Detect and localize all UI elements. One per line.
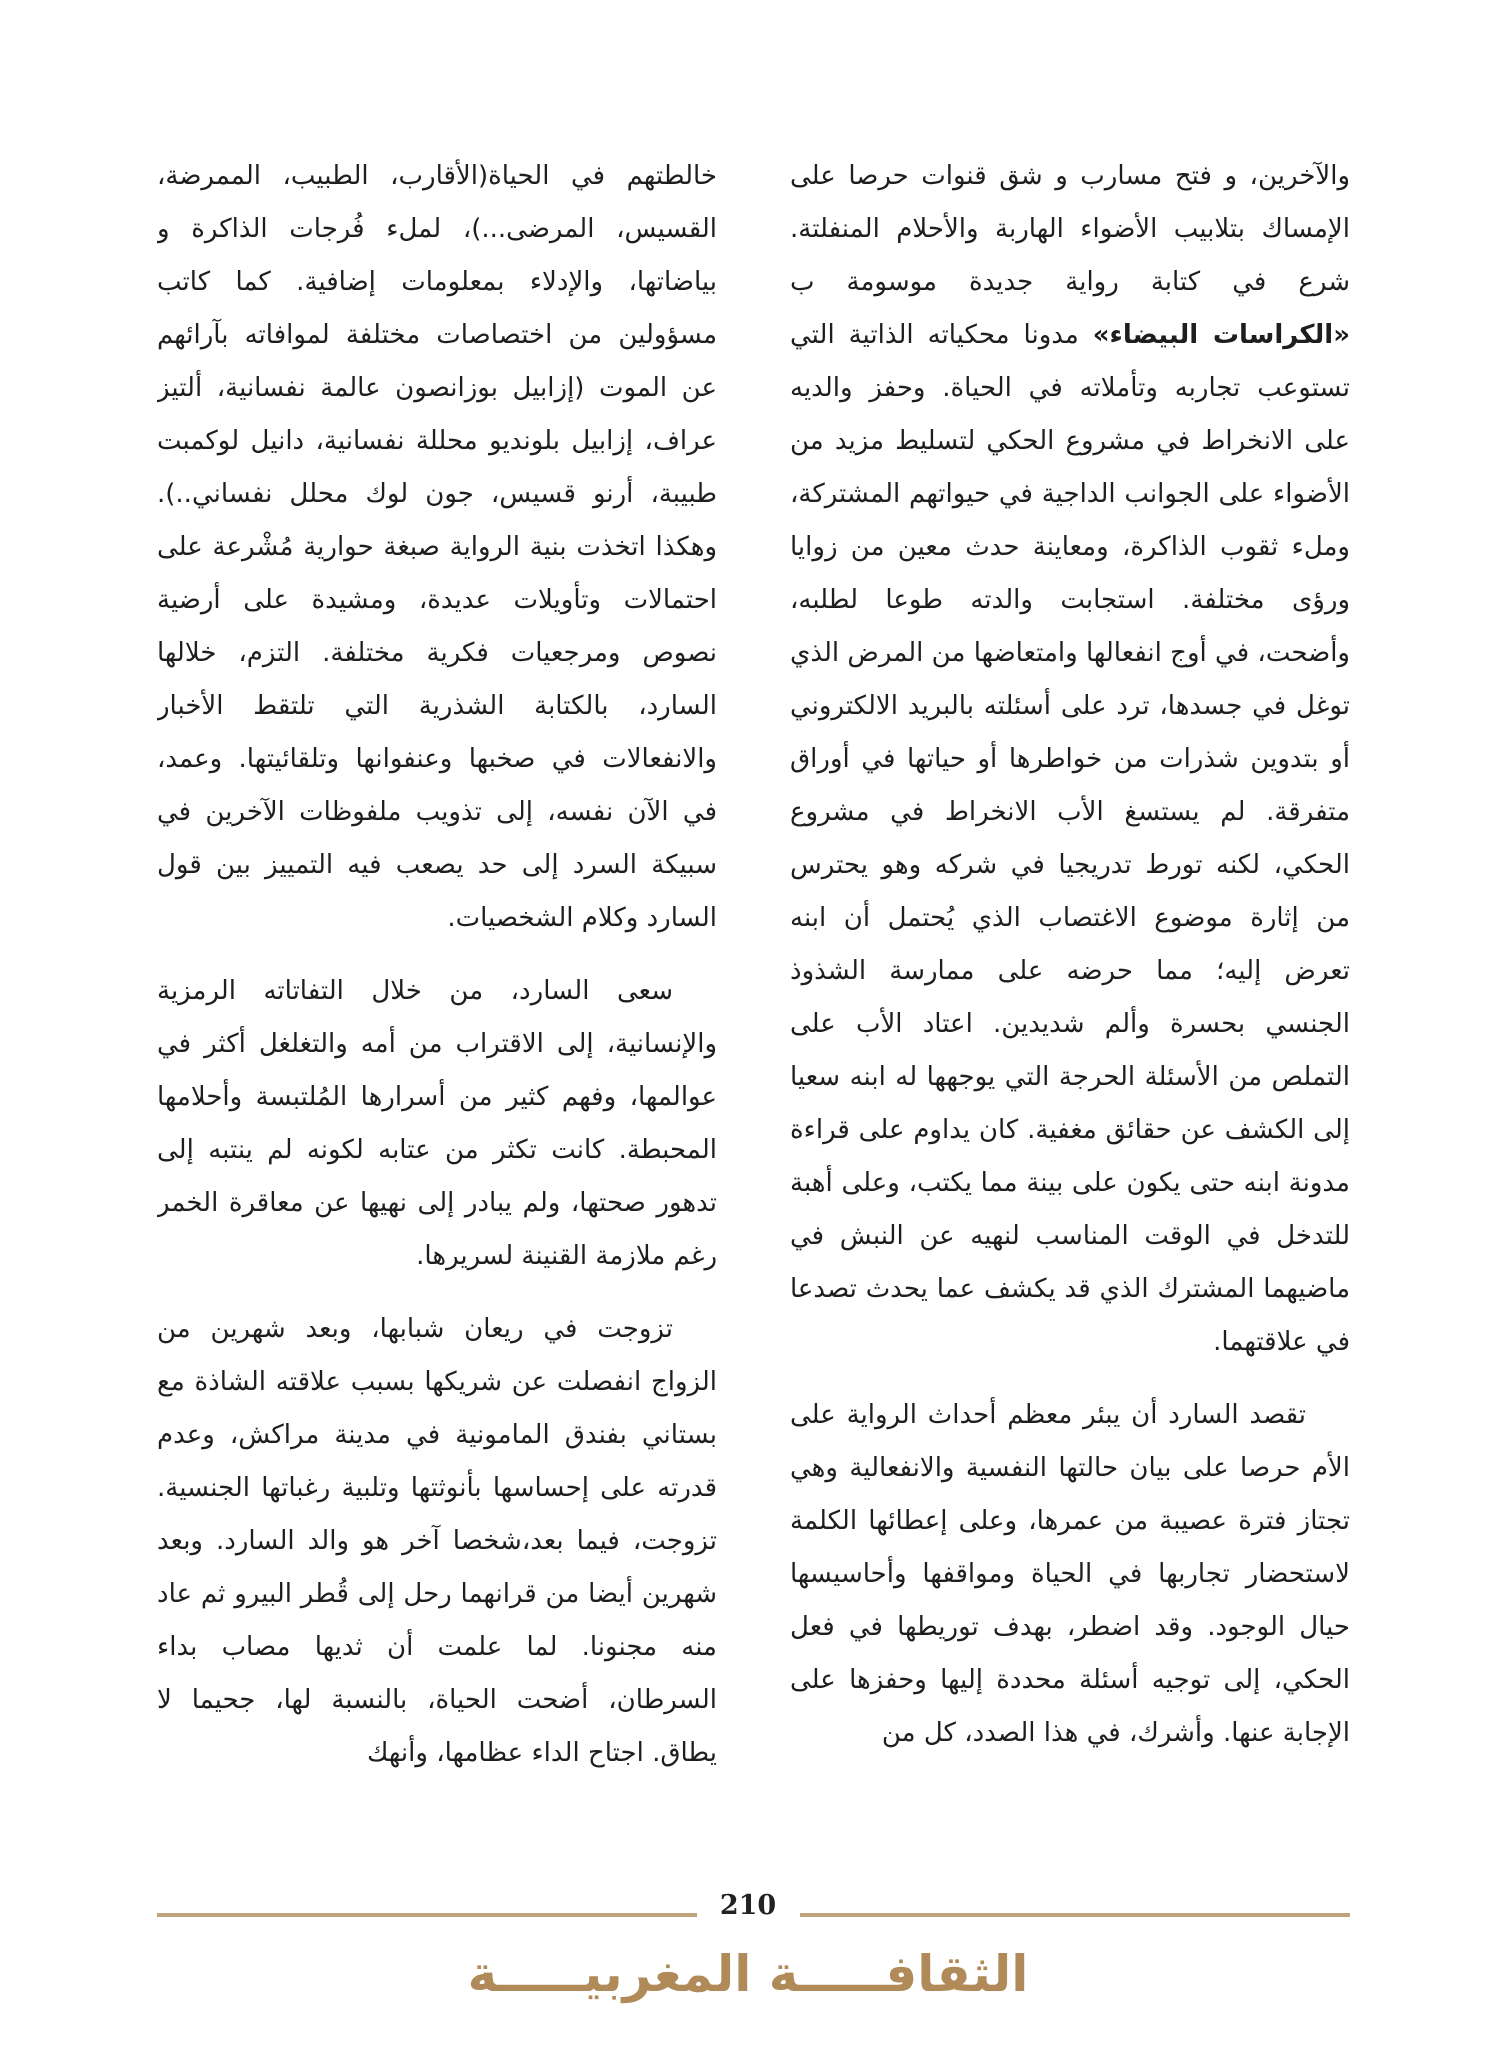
book-title: «الكراسات البيضاء» <box>1092 320 1350 350</box>
paragraph: تقصد السارد أن يبئر معظم أحداث الرواية على الأم حرصا على بيان حالتها النفسية والانفعالية وهي تجتاز فترة عصيبة من عمرها، وعلى إعطائها الكلمة لاستحضار تجاربها في الحياة ومواقفها وأحاسيسها حيال الوجود. وقد اضطر، بهدف توريطها في فعل الحكي، إلى توجيه أسئلة محددة إليها وحفزها على الإجابة عنها. وأشرك، في هذا الصدد، كل من <box>790 1400 1350 1748</box>
page-number: 210 <box>719 1890 777 1921</box>
paragraph: تزوجت في ريعان شبابها، وبعد شهرين من الزواج انفصلت عن شريكها بسبب علاقته الشاذة مع بستاني بفندق المامونية في مدينة مراكش، وعدم قدرته على إحساسها بأنوثتها وتلبية رغباتها الجنسية. تزوجت، فيما بعد،شخصا آخر هو والد السارد. وبعد شهرين أيضا من قرانهما رحل إلى قُطر البيرو ثم عاد منه مجنونا. لما علمت أن ثديها مصاب بداء السرطان، أضحت الحياة، بالنسبة لها، جحيما لا يطاق. اجتاح الداء عظامها، وأنهك <box>157 1314 717 1768</box>
paragraph-text: مدونا محكياته الذاتية التي تستوعب تجاربه وتأملاته في الحياة. وحفز والديه على الانخراط في مشروع الحكي لتسليط مزيد من الأضواء على الجوانب الداجية في حيواتهم المشتركة، وملء ثقوب الذاكرة، ومعاينة حدث معين من زوايا ورؤى مختلفة. استجابت والدته طوعا لطلبه، وأضحت، في أوج انفعالها وامتعاضها من المرض الذي توغل في جسدها، ترد على أسئلته بالبريد الالكتروني أو بتدوين شذرات من خواطرها أو حياتها في أوراق متفرقة. لم يستسغ الأب الانخراط في مشروع الحكي، لكنه تورط تدريجيا في شركه وهو يحترس من إثارة موضوع الاغتصاب الذي يُحتمل أن ابنه تعرض إليه؛ مما حرضه على ممارسة الشذوذ الجنسي بحسرة وألم شديدين. اعتاد الأب على التملص من الأسئلة الحرجة التي يوجهها له ابنه سعيا إلى الكشف عن حقائق مغفية. كان يداوم على قراءة مدونة ابنه حتى يكون على بينة مما يكتب، وعلى أهبة للتدخل في الوقت المناسب لنهيه عن النبش في ماضيهما المشترك الذي قد يكشف عما يحدث تصدعا في علاقتهما. <box>790 320 1350 1357</box>
paragraph: سعى السارد، من خلال التفاتاته الرمزية والإنسانية، إلى الاقتراب من أمه والتغلغل أكثر في عوالمها، وفهم كثير من أسرارها المُلتبسة وأحلامها المحبطة. كانت تكثر من عتابه لكونه لم ينتبه إلى تدهور صحتها، ولم يبادر إلى نهيها عن معاقرة الخمر رغم ملازمة القنينة لسريرها. <box>157 976 717 1271</box>
footer-rule-left <box>157 1913 697 1917</box>
text-column-right <box>790 150 1350 1890</box>
paragraph: خالطتهم في الحياة(الأقارب، الطبيب، الممرضة، القسيس، المرضى...)، لملء فُرجات الذاكرة و بياضاتها، والإدلاء بمعلومات إضافية. كما كاتب مسؤولين من اختصاصات مختلفة لموافاته بآرائهم عن الموت (إزابيل بوزانصون عالمة نفسانية، ألتيز عراف، إزابيل بلونديو محللة نفسانية، دانيل لوكمبت طبيبة، أرنو قسيس، جون لوك محلل نفساني..). وهكذا اتخذت بنية الرواية صبغة حوارية مُشْرعة على احتمالات وتأويلات عديدة، ومشيدة على أرضية نصوص ومرجعيات فكرية مختلفة. التزم، خلالها السارد، بالكتابة الشذرية التي تلتقط الأخبار والانفعالات في صخبها وعنفوانها وتلقائيتها. وعمد، في الآن نفسه، إلى تذويب ملفوظات الآخرين في سبيكة السرد إلى حد يصعب فيه التمييز بين قول السارد وكلام الشخصيات. <box>157 161 717 933</box>
paragraph-text: والآخرين، و فتح مسارب و شق قنوات حرصا على الإمساك بتلابيب الأضواء الهاربة والأحلام المنفلتة. شرع في كتابة رواية جديدة موسومة ب <box>790 161 1350 297</box>
magazine-title: الثقافـــــة المغربيـــــة <box>467 1945 1029 2003</box>
footer-rule-right <box>800 1913 1350 1917</box>
text-column-left <box>157 150 717 1890</box>
paragraph <box>790 150 1350 1369</box>
